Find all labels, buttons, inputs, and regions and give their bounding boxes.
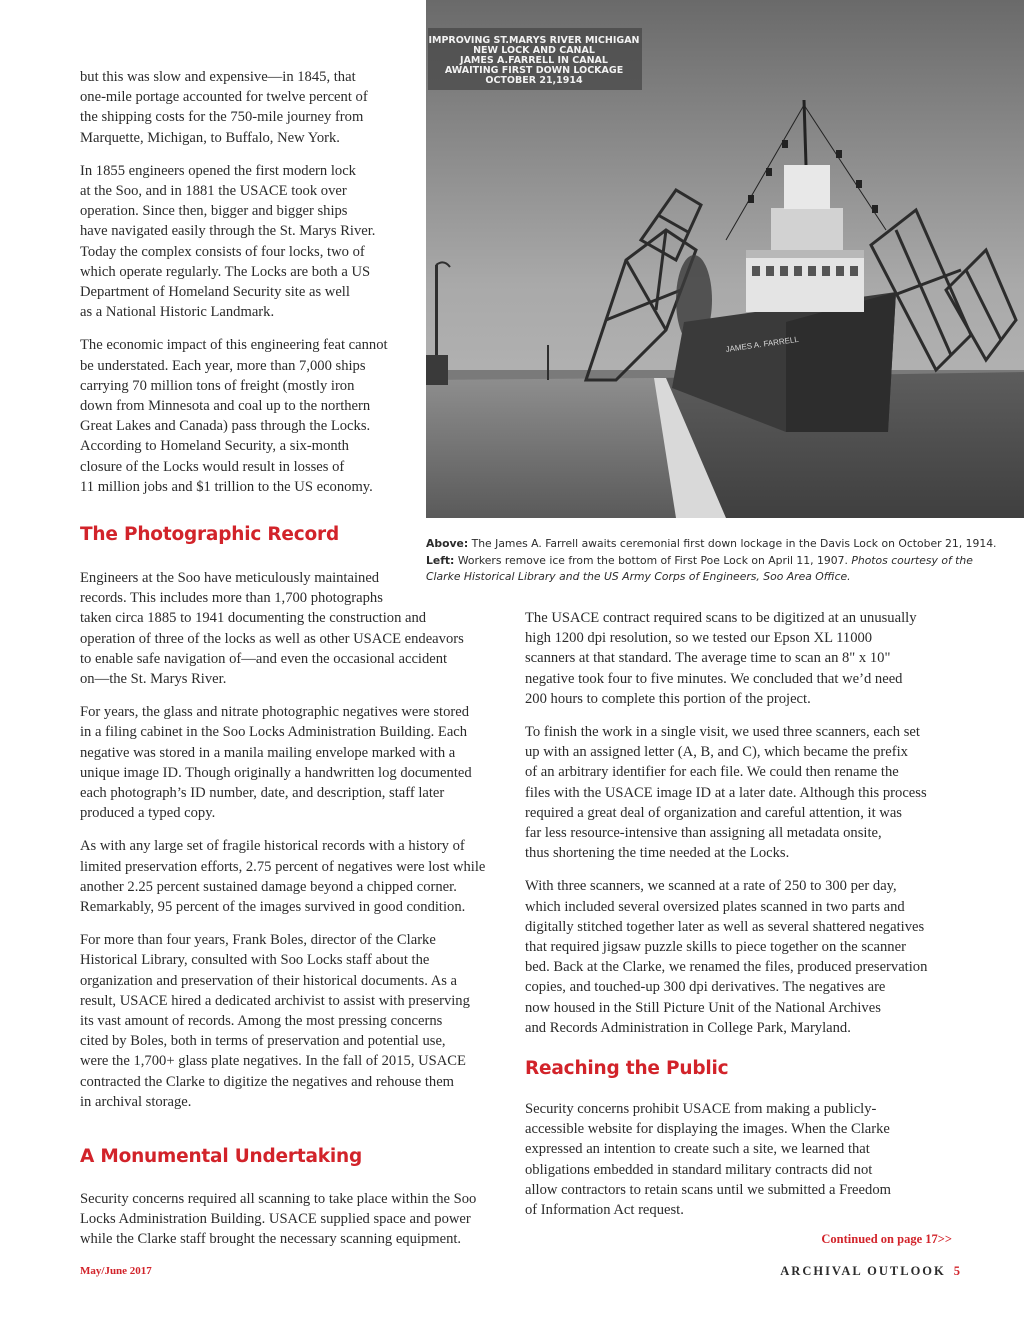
paragraph-portage: but this was slow and expensive—in 1845, that one-mile portage accounted for twelve percent of the shipping costs for the 750-mile journey from Marquette, Michigan, to Buffalo, New York. bbox=[80, 69, 368, 146]
paragraph-economic-impact: The economic impact of this engineering feat cannot be understated. Each year, more than 7,000 ships carrying 70 million tons of freight (mostly iron down from Minnesota and coal up to the northern Great Lakes and Canada) pass through the Locks. According to Homeland Security, a six-month closure of the Locks would result in losses of 11 million jobs and $1 trillion to the US economy. bbox=[80, 337, 388, 495]
right-column bbox=[525, 608, 965, 1051]
plate-line-4: AWAITING FIRST DOWN LOCKAGE bbox=[444, 65, 624, 76]
caption-left: Left: Workers remove ice from the bottom of First Poe Lock on April 11, 1907. Photos courtesy of the bbox=[426, 553, 973, 567]
paragraph-negatives-stored: For years, the glass and nitrate photographic negatives were stored in a filing cabinet in the Soo Locks Administration Building. Each negative was stored in a manila mailing envelope marked with a unique image ID. Though originally a handwritten log documented each photograph’s ID number, date, and description, staff later produced a typed copy. bbox=[80, 704, 472, 822]
paragraph-records: Engineers at the Soo have meticulously maintained records. This includes more than 1,700 photographs taken circa 1885 to 1941 documenting the construction and operation of three of the locks as well as other USACE endeavors to enable safe navigation of—and even the occasional accident on—the St. Marys River. bbox=[80, 570, 464, 688]
hull-name-text: JAMES A. FARRELL bbox=[725, 334, 800, 354]
heading-reaching-the-public: Reaching the Public bbox=[525, 1058, 729, 1079]
caption-credit: Clarke Historical Library and the US Army Corps of Engineers, Soo Area Office. bbox=[426, 570, 851, 583]
plate-line-1: IMPROVING ST.MARYS RIVER MICHIGAN bbox=[428, 35, 640, 46]
footer-publication: ARCHIVAL OUTLOOK 5 bbox=[780, 1264, 960, 1278]
page-number: 5 bbox=[953, 1264, 960, 1278]
paragraph-first-lock: In 1855 engineers opened the first modern lock at the Soo, and in 1881 the USACE took over operation. Since then, bigger and bigger ships have navigated easily through the St. Marys River. Today the complex consists of four locks, two of which operate regularly. The Locks are both a US Department of Homeland Security site as well as a National Historic Landmark. bbox=[80, 162, 376, 321]
paragraph-scanning-location: Security concerns required all scanning to take place within the Soo Locks Administration Building. USACE supplied space and power while the Clarke staff brought the necessary scanning equipment. bbox=[80, 1191, 477, 1248]
paragraph-frank-boles: For more than four years, Frank Boles, director of the Clarke Historical Library, consulted with Soo Locks staff about the organization and preservation of their historical documents. As a result, USACE hired a dedicated archivist to assist with preserving its vast amount of records. Among the most pressing concerns cited by Boles, both in terms of preservation and potential use, were the 1,700+ glass plate negatives. In the fall of 2015, USACE contracted the Clarke to digitize the negatives and rehouse them in archival storage. bbox=[80, 932, 470, 1110]
heading-photographic-record: The Photographic Record bbox=[80, 524, 340, 545]
caption-above: Above: The James A. Farrell awaits ceremonial first down lockage in the Davis Lock on October 21, 1914. bbox=[426, 537, 997, 550]
plate-line-5: OCTOBER 21,1914 bbox=[485, 75, 583, 86]
paragraph-fragile-records: As with any large set of fragile historical records with a history of limited preservation efforts, 2.75 percent of negatives were lost while another 2.25 percent sustained damage beyond a chipped corner. Remarkably, 95 percent of the images survived in good condition. bbox=[80, 838, 486, 916]
paragraph-security-website: Security concerns prohibit USACE from making a publicly- accessible website for displaying the images. When the Clarke expressed an intention to create such a site, we learned that obligations embedded in standard military contracts did not allow contractors to retain scans until we submitted a Freedom of Information Act request. bbox=[525, 1101, 891, 1219]
footer-date: May/June 2017 bbox=[80, 1265, 152, 1277]
paragraph-scan-rate: With three scanners, we scanned at a rate of 250 to 300 per day, which included several oversized plates scanned in two parts and digitally stitched together later as well as several shattered negatives that required jigsaw puzzle skills to piece together on the scanner bed. Back at the Clarke, we renamed the files, produced preservation copies, and touched-up 300 dpi derivatives. The negatives are now housed in the Still Picture Unit of the National Archives and Records Administration in College Park, Maryland. bbox=[525, 878, 928, 1036]
monumental-column bbox=[80, 1189, 500, 1263]
left-bottom-column bbox=[80, 568, 500, 1125]
ship-photo bbox=[426, 0, 1024, 518]
ship-photo-illustration bbox=[426, 0, 1024, 518]
plate-line-3: JAMES A.FARRELL IN CANAL bbox=[460, 55, 608, 66]
photo-caption bbox=[426, 536, 1016, 586]
paragraph-three-scanners: To finish the work in a single visit, we used three scanners, each set up with an assigned letter (A, B, and C), which became the prefix of an arbitrary identifier for each file. We could then rename the files with the USACE image ID at a later date. Although this process required a great deal of organization and careful attention, it was far less resource-intensive than assigning all metadata onsite, thus shortening the time needed at the Locks. bbox=[525, 724, 927, 862]
reaching-column bbox=[525, 1099, 965, 1233]
plate-line-2: NEW LOCK AND CANAL bbox=[473, 45, 595, 56]
left-top-column bbox=[80, 67, 410, 510]
paragraph-scan-resolution: The USACE contract required scans to be digitized at an unusually high 1200 dpi resolution, so we tested our Epson XL 11000 scanners at that standard. The average time to scan an 8" x 10" negative took four to five minutes. We concluded that we’d need 200 hours to complete this portion of the project. bbox=[525, 610, 917, 707]
heading-monumental-undertaking: A Monumental Undertaking bbox=[80, 1146, 363, 1167]
continued-link[interactable]: Continued on page 17>> bbox=[821, 1232, 952, 1246]
